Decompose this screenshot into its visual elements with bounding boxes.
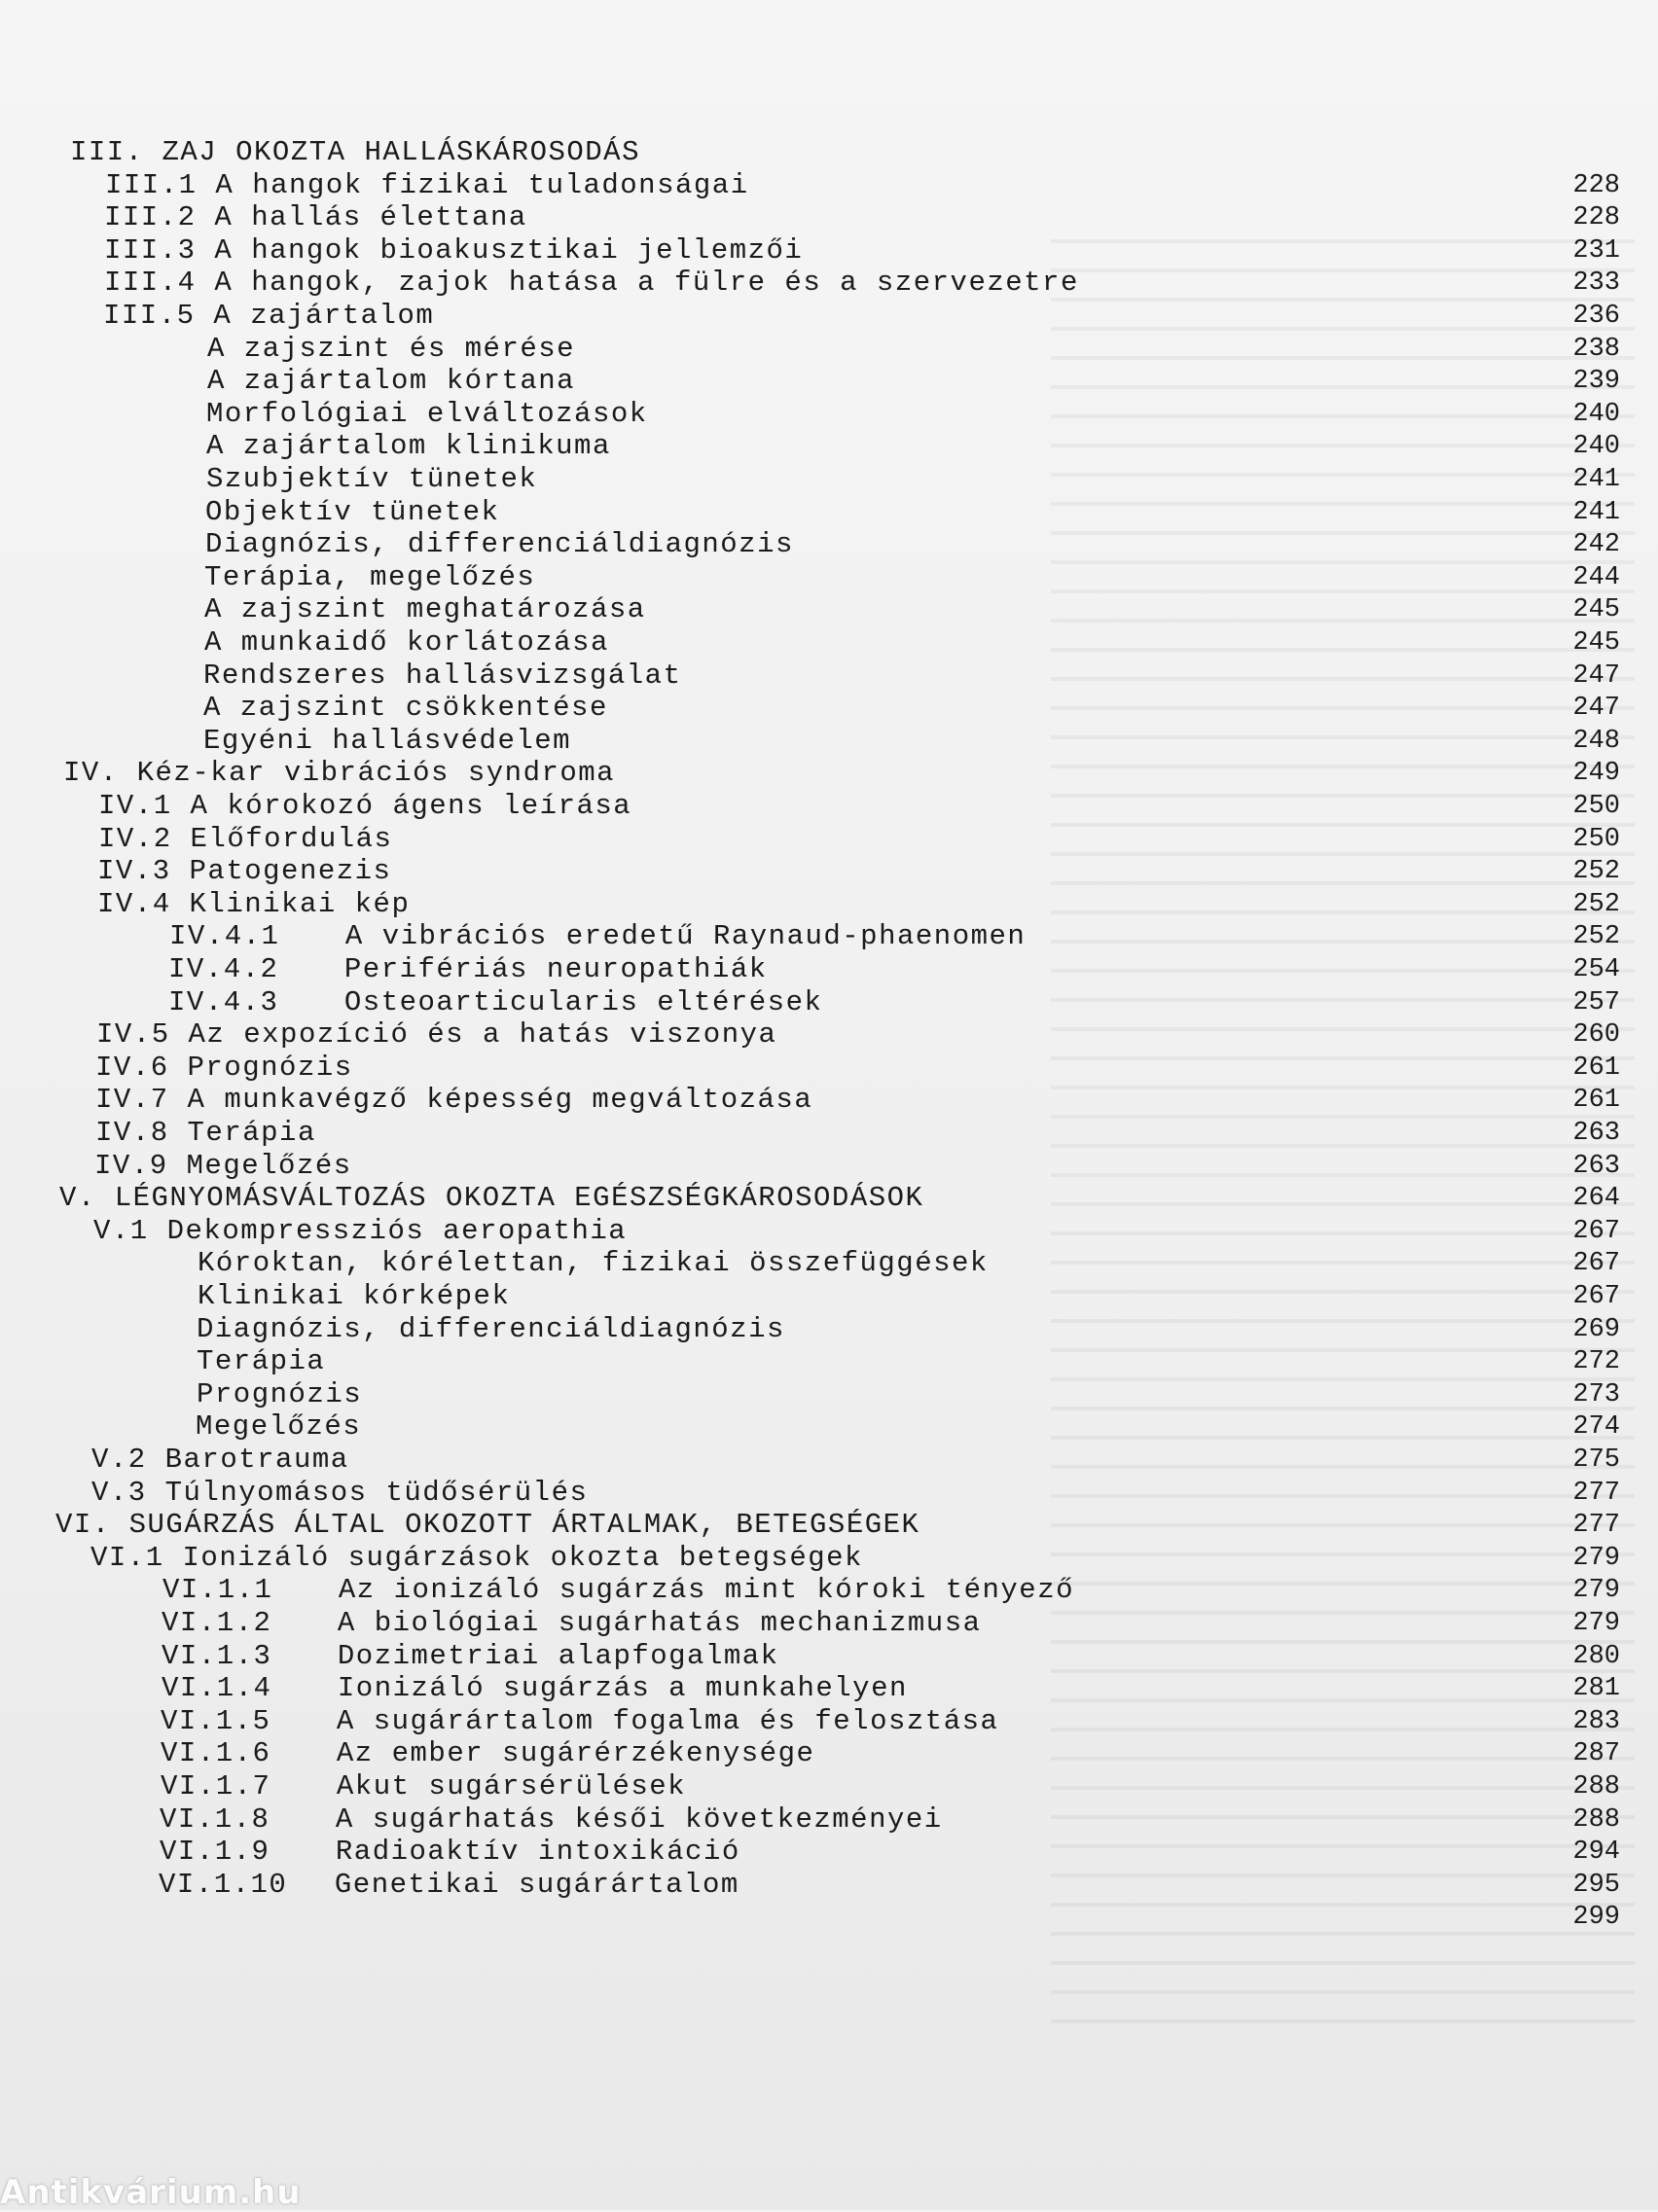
toc-entry-page: 245: [1572, 628, 1620, 658]
toc-entry-title: [160, 1803, 943, 1837]
toc-entry: [0, 300, 1658, 333]
toc-entry-text: Az ionizáló sugárzás mint kóroki tényező: [338, 1574, 1075, 1607]
toc-entry-page: 228: [1572, 203, 1620, 233]
toc-entry: [0, 528, 1658, 561]
toc-entry-title: [95, 1084, 812, 1117]
toc-entry: [0, 790, 1658, 823]
toc-entry: [0, 953, 1658, 986]
toc-entry: [0, 1869, 1658, 1902]
toc-entry-title: [97, 855, 391, 888]
toc-entry-title: [98, 823, 392, 856]
toc-entry-text: Perifériás neuropathiák: [343, 953, 768, 985]
toc-entry-number: III.4: [104, 267, 197, 300]
toc-entry: [0, 333, 1658, 366]
toc-entry-text: Az ember sugárérzékenysége: [336, 1737, 815, 1770]
toc-entry: [0, 1574, 1658, 1607]
toc-entry-text: A hangok bioakusztikai jellemzői: [214, 233, 804, 267]
toc-entry: [0, 888, 1658, 921]
toc-entry-page: 267: [1572, 1249, 1620, 1279]
toc-entry: [0, 1280, 1658, 1313]
toc-entry-title: [91, 1444, 349, 1477]
toc-entry-title: [206, 430, 611, 463]
toc-entry-title: [168, 953, 768, 986]
toc-entry: [0, 725, 1658, 758]
toc-entry-title: [198, 1280, 510, 1313]
toc-entry-title: [205, 496, 499, 529]
toc-entry-title: [207, 365, 575, 398]
toc-entry-title: [197, 1345, 325, 1378]
toc-entry-number: IV.3: [97, 855, 171, 888]
toc-entry-page: 257: [1572, 987, 1620, 1017]
watermark: Antikvárium.hu: [0, 2173, 302, 2212]
toc-entry: [0, 1542, 1658, 1575]
toc-entry-page: 228: [1572, 170, 1620, 200]
toc-entry-title: [103, 300, 434, 333]
toc-entry: [0, 1150, 1658, 1183]
toc-entry-number: IV.7: [95, 1084, 169, 1117]
toc-entry: [0, 1215, 1658, 1248]
toc-entry-page: 263: [1572, 1151, 1620, 1181]
toc-entry-title: [98, 790, 631, 823]
toc-entry-page: 240: [1572, 399, 1620, 429]
toc-entry-text: Egyéni hallásvédelem: [203, 724, 572, 757]
toc-entry-text: A zajártalom: [213, 300, 435, 332]
toc-entry-page: 241: [1572, 465, 1620, 494]
toc-entry: [0, 1378, 1658, 1411]
toc-entry-page: 238: [1572, 334, 1620, 364]
toc-entry-title: [197, 1378, 362, 1411]
toc-entry-number: IV.4.1: [169, 920, 280, 953]
toc-entry-number: V.2: [91, 1444, 147, 1476]
toc-entry-page: 261: [1572, 1052, 1620, 1083]
toc-entry-text: Szubjektív tünetek: [206, 463, 538, 495]
toc-entry-title: [91, 1477, 588, 1510]
toc-entry: [0, 1640, 1658, 1673]
toc-entry-text: Ionizáló sugárzás a munkahelyen: [337, 1672, 908, 1705]
toc-entry: [0, 365, 1658, 398]
toc-entry-text: Rendszeres hallásvizsgálat: [203, 659, 682, 692]
toc-entry-number: VI.1.6: [161, 1737, 271, 1770]
toc-entry: [0, 920, 1658, 953]
toc-entry-title: [63, 757, 615, 790]
toc-entry: [0, 496, 1658, 529]
toc-entry-title: [197, 1313, 785, 1346]
toc-entry: [0, 561, 1658, 594]
toc-entry: [0, 757, 1658, 790]
toc-entry-text: Megelőzés: [186, 1149, 352, 1182]
toc-entry-page: 239: [1572, 367, 1620, 397]
toc-entry-page: 244: [1572, 562, 1620, 592]
toc-entry-text: Prognózis: [197, 1377, 363, 1410]
toc-entry: [0, 1901, 1658, 1934]
toc-entry: [0, 1477, 1658, 1510]
toc-entry-text: Prognózis: [187, 1051, 353, 1084]
toc-entry-page: 231: [1572, 235, 1620, 266]
toc-entry-number: IV.1: [98, 790, 172, 822]
toc-entry-title: [162, 1574, 1074, 1607]
toc-entry-title: [93, 1215, 627, 1248]
toc-entry-page: 236: [1572, 302, 1620, 331]
toc-entry-page: 254: [1572, 955, 1620, 984]
toc-entry-text: VI. SUGÁRZÁS ÁLTAL OKOZOTT ÁRTALMAK, BETEGSÉGEK: [55, 1509, 920, 1542]
toc-entry: [0, 1836, 1658, 1869]
toc-entry-title: [104, 234, 803, 268]
toc-entry: [0, 1509, 1658, 1542]
toc-entry-title: [104, 267, 1079, 300]
toc-entry-page: 250: [1572, 824, 1620, 854]
toc-entry-page: 275: [1572, 1445, 1620, 1475]
toc-entry-page: 247: [1572, 694, 1620, 724]
toc-entry-text: A zajszint csökkentése: [203, 692, 608, 725]
toc-entry-page: 279: [1572, 1543, 1620, 1573]
toc-entry-text: A hangok, zajok hatása a fülre és a szervezetre: [214, 267, 1079, 300]
toc-entry-page: 252: [1572, 857, 1620, 887]
toc-entry-title: [104, 201, 527, 234]
toc-entry-text: A kórokozó ágens leírása: [190, 790, 632, 822]
toc-entry-title: [162, 1672, 908, 1705]
toc-entry-title: [204, 593, 646, 626]
toc-entry-text: Megelőzés: [196, 1410, 362, 1444]
toc-entry: [0, 1182, 1658, 1215]
toc-entry-number: VI.1.3: [162, 1639, 272, 1672]
toc-entry-page: 261: [1572, 1086, 1620, 1116]
toc-entry-number: VI.1.4: [162, 1672, 272, 1705]
toc-entry-page: 267: [1572, 1216, 1620, 1246]
toc-entry: [0, 692, 1658, 725]
toc-entry-text: Kóroktan, kórélettan, fizikai összefüggések: [198, 1247, 989, 1280]
toc-entry-title: [204, 561, 535, 594]
toc-entry-title: [206, 398, 648, 431]
toc-entry: [0, 267, 1658, 300]
toc-entry-number: IV.6: [95, 1051, 169, 1084]
toc-entry-text: Objektív tünetek: [205, 495, 500, 528]
toc-entry: [0, 1803, 1658, 1837]
toc-entry-title: [94, 1150, 352, 1183]
toc-entry-page: 250: [1572, 792, 1620, 821]
toc-entry: [0, 1444, 1658, 1477]
toc-entry: [0, 1247, 1658, 1280]
toc-entry: [0, 823, 1658, 856]
toc-entry: [0, 234, 1658, 268]
toc-entry-number: V.3: [91, 1476, 147, 1509]
toc-entry-title: [203, 660, 681, 693]
toc-entry-number: VI.1.9: [160, 1836, 270, 1869]
toc-entry-page: 299: [1572, 1903, 1620, 1933]
toc-entry-number: V.1: [93, 1214, 149, 1247]
toc-entry-page: 269: [1572, 1314, 1620, 1344]
toc-entry: [0, 1345, 1658, 1378]
toc-entry: [0, 1410, 1658, 1444]
toc-entry-title: [90, 1542, 863, 1575]
toc-entry-text: III. ZAJ OKOZTA HALLÁSKÁROSODÁS: [70, 136, 640, 168]
toc-entry-text: A sugárártalom fogalma és felosztása: [336, 1704, 999, 1737]
toc-entry-number: IV.2: [98, 822, 172, 855]
toc-entry-title: [161, 1770, 686, 1803]
toc-entry: [0, 169, 1658, 202]
toc-entry-page: 260: [1572, 1020, 1620, 1051]
toc-entry-title: [70, 136, 640, 169]
toc-entry-page: 252: [1572, 889, 1620, 919]
toc-entry-number: IV.9: [94, 1149, 168, 1182]
toc-entry-text: Az expozíció és a hatás viszonya: [188, 1018, 777, 1052]
toc-entry-text: Osteoarticularis eltérések: [343, 985, 823, 1018]
toc-entry-page: 280: [1572, 1641, 1620, 1671]
toc-entry: [0, 1313, 1658, 1346]
toc-entry-page: 249: [1572, 759, 1620, 789]
toc-entry-text: A vibrációs eredetű Raynaud-phaenomen: [344, 920, 1027, 953]
toc-entry-text: Genetikai sugárártalom: [334, 1868, 739, 1901]
toc-entry-page: 272: [1572, 1347, 1620, 1377]
toc-entry-page: 233: [1572, 268, 1620, 299]
toc-entry-text: A munkaidő korlátozása: [204, 626, 609, 659]
toc-entry-title: [204, 626, 609, 660]
toc-entry-title: [160, 1836, 740, 1869]
toc-entry-page: 294: [1572, 1837, 1620, 1868]
toc-entry: [0, 855, 1658, 888]
toc-entry-page: 248: [1572, 726, 1620, 756]
toc-entry-title: [203, 692, 608, 725]
toc-entry-number: VI.1.7: [161, 1770, 271, 1802]
toc-entry-text: A hallás élettana: [214, 201, 527, 234]
toc-entry: [0, 201, 1658, 234]
toc-entry-text: Előfordulás: [190, 822, 393, 855]
toc-entry: [0, 1672, 1658, 1705]
toc-entry-text: Dozimetriai alapfogalmak: [337, 1639, 779, 1672]
toc-entry-page: 267: [1572, 1282, 1620, 1311]
toc-entry: [0, 136, 1658, 169]
toc-entry-text: IV. Kéz-kar vibrációs syndroma: [63, 757, 616, 790]
toc-entry: [0, 1705, 1658, 1738]
toc-entry-text: Klinikai kórképek: [198, 1280, 511, 1312]
toc-entry-text: V. LÉGNYOMÁSVÁLTOZÁS OKOZTA EGÉSZSÉGKÁROSODÁSOK: [59, 1182, 924, 1215]
toc-entry-text: Radioaktív intoxikáció: [335, 1836, 740, 1869]
toc-entry-title: [162, 1640, 779, 1673]
toc-entry-page: 279: [1572, 1609, 1620, 1638]
toc-entry-number: III.2: [104, 201, 197, 234]
toc-entry-page: 274: [1572, 1412, 1620, 1443]
toc-entry-text: Terápia: [187, 1117, 316, 1149]
toc-entry-page: 263: [1572, 1119, 1620, 1148]
toc-entry: [0, 1117, 1658, 1150]
toc-entry-number: IV.4: [97, 887, 171, 920]
toc-entry-text: A zajszint meghatározása: [204, 593, 646, 626]
toc-entry-title: [207, 333, 575, 366]
toc-entry-title: [203, 725, 571, 758]
toc-entry-page: 283: [1572, 1706, 1620, 1736]
toc-entry-page: 295: [1572, 1870, 1620, 1900]
toc-entry-number: IV.5: [96, 1018, 170, 1052]
toc-entry-title: [159, 1869, 739, 1902]
toc-entry-text: Dekompressziós aeropathia: [166, 1214, 628, 1247]
toc-entry-number: IV.4.2: [168, 953, 279, 985]
toc-entry-text: A zajszint és mérése: [207, 332, 576, 365]
toc-entry-page: 264: [1572, 1184, 1620, 1214]
toc-entry: [0, 398, 1658, 431]
toc-entry-number: VI.1.5: [161, 1704, 271, 1737]
toc-entry-text: Terápia, megelőzés: [204, 560, 536, 593]
toc-entry-number: III.1: [105, 168, 198, 201]
toc-entry-number: IV.4.3: [168, 985, 279, 1018]
toc-entry-text: Terápia: [197, 1345, 326, 1378]
toc-entry-text: Morfológiai elváltozások: [206, 397, 648, 430]
toc-entry-text: A hangok fizikai tuladonságai: [215, 168, 749, 201]
toc-entry-page: 242: [1572, 530, 1620, 560]
toc-entry: [0, 986, 1658, 1019]
toc-entry: [0, 463, 1658, 496]
toc-entry-number: III.3: [104, 233, 197, 267]
toc-entry-text: A zajártalom klinikuma: [206, 430, 611, 463]
toc-entry: [0, 430, 1658, 463]
toc-entry: [0, 1770, 1658, 1803]
toc-entry: [0, 1737, 1658, 1770]
toc-entry-page: 281: [1572, 1674, 1620, 1704]
toc-entry-text: Ionizáló sugárzások okozta betegségek: [182, 1541, 863, 1574]
toc-entry-number: IV.8: [95, 1117, 169, 1149]
toc-entry-page: 288: [1572, 1804, 1620, 1835]
toc-entry-number: VI.1.8: [160, 1802, 270, 1836]
toc-entry-page: 241: [1572, 497, 1620, 527]
toc-entry-text: Diagnózis, differenciáldiagnózis: [205, 528, 794, 561]
toc-entry: [0, 1052, 1658, 1085]
toc-entry-page: 277: [1572, 1478, 1620, 1508]
toc-entry: [0, 1084, 1658, 1117]
toc-entry-page: 245: [1572, 595, 1620, 625]
toc-entry: [0, 1018, 1658, 1052]
toc-entry-text: A biológiai sugárhatás mechanizmusa: [337, 1607, 982, 1639]
toc-entry-text: Barotrauma: [164, 1444, 349, 1476]
toc-entry-text: Patogenezis: [189, 855, 392, 888]
toc-entry-page: 247: [1572, 660, 1620, 691]
toc-entry-number: VI.1.2: [162, 1607, 272, 1639]
toc-entry-title: [168, 986, 822, 1019]
toc-entry-title: [169, 920, 1026, 953]
toc-entry-number: III.5: [103, 300, 196, 332]
toc-entry-text: Akut sugársérülések: [336, 1770, 687, 1802]
toc-entry-title: [205, 528, 794, 561]
toc-entry: [0, 626, 1658, 660]
toc-entry-title: [196, 1410, 361, 1444]
toc-entry-text: A sugárhatás késői következményei: [335, 1802, 943, 1836]
toc-entry: [0, 660, 1658, 693]
toc-entry-page: 240: [1572, 432, 1620, 462]
toc-entry-text: Klinikai kép: [189, 887, 411, 920]
toc-entry-title: [95, 1117, 316, 1150]
toc-entry-title: [206, 463, 537, 496]
toc-entry-page: 287: [1572, 1739, 1620, 1769]
toc-entry-title: [162, 1607, 982, 1640]
toc-entry: [0, 1607, 1658, 1640]
toc-entry-title: [161, 1705, 998, 1738]
toc-entry-number: VI.1.1: [162, 1574, 273, 1607]
toc-entry-number: VI.1: [90, 1541, 164, 1574]
toc-entry-text: A zajártalom kórtana: [207, 365, 576, 398]
toc-entry-title: [96, 1018, 776, 1052]
toc-entry-page: 273: [1572, 1379, 1620, 1409]
toc-entry-text: A munkavégző képesség megváltozása: [187, 1084, 813, 1117]
toc-entry-title: [59, 1182, 923, 1215]
toc-entry-page: 288: [1572, 1772, 1620, 1802]
toc-entry-title: [198, 1247, 989, 1280]
toc-entry-title: [161, 1737, 814, 1770]
toc-entry-text: Diagnózis, differenciáldiagnózis: [197, 1312, 785, 1345]
toc-entry: [0, 593, 1658, 626]
toc-entry-number: VI.1.10: [159, 1868, 288, 1901]
toc-entry-title: [55, 1509, 919, 1542]
toc-entry-page: 279: [1572, 1576, 1620, 1606]
toc-entry-title: [97, 888, 410, 921]
toc-entry-title: [95, 1052, 353, 1085]
toc-entry-page: 252: [1572, 922, 1620, 952]
toc-entry-page: 277: [1572, 1511, 1620, 1541]
toc-entry-text: Túlnyomásos tüdősérülés: [164, 1476, 589, 1509]
toc-entry-title: [105, 169, 749, 202]
